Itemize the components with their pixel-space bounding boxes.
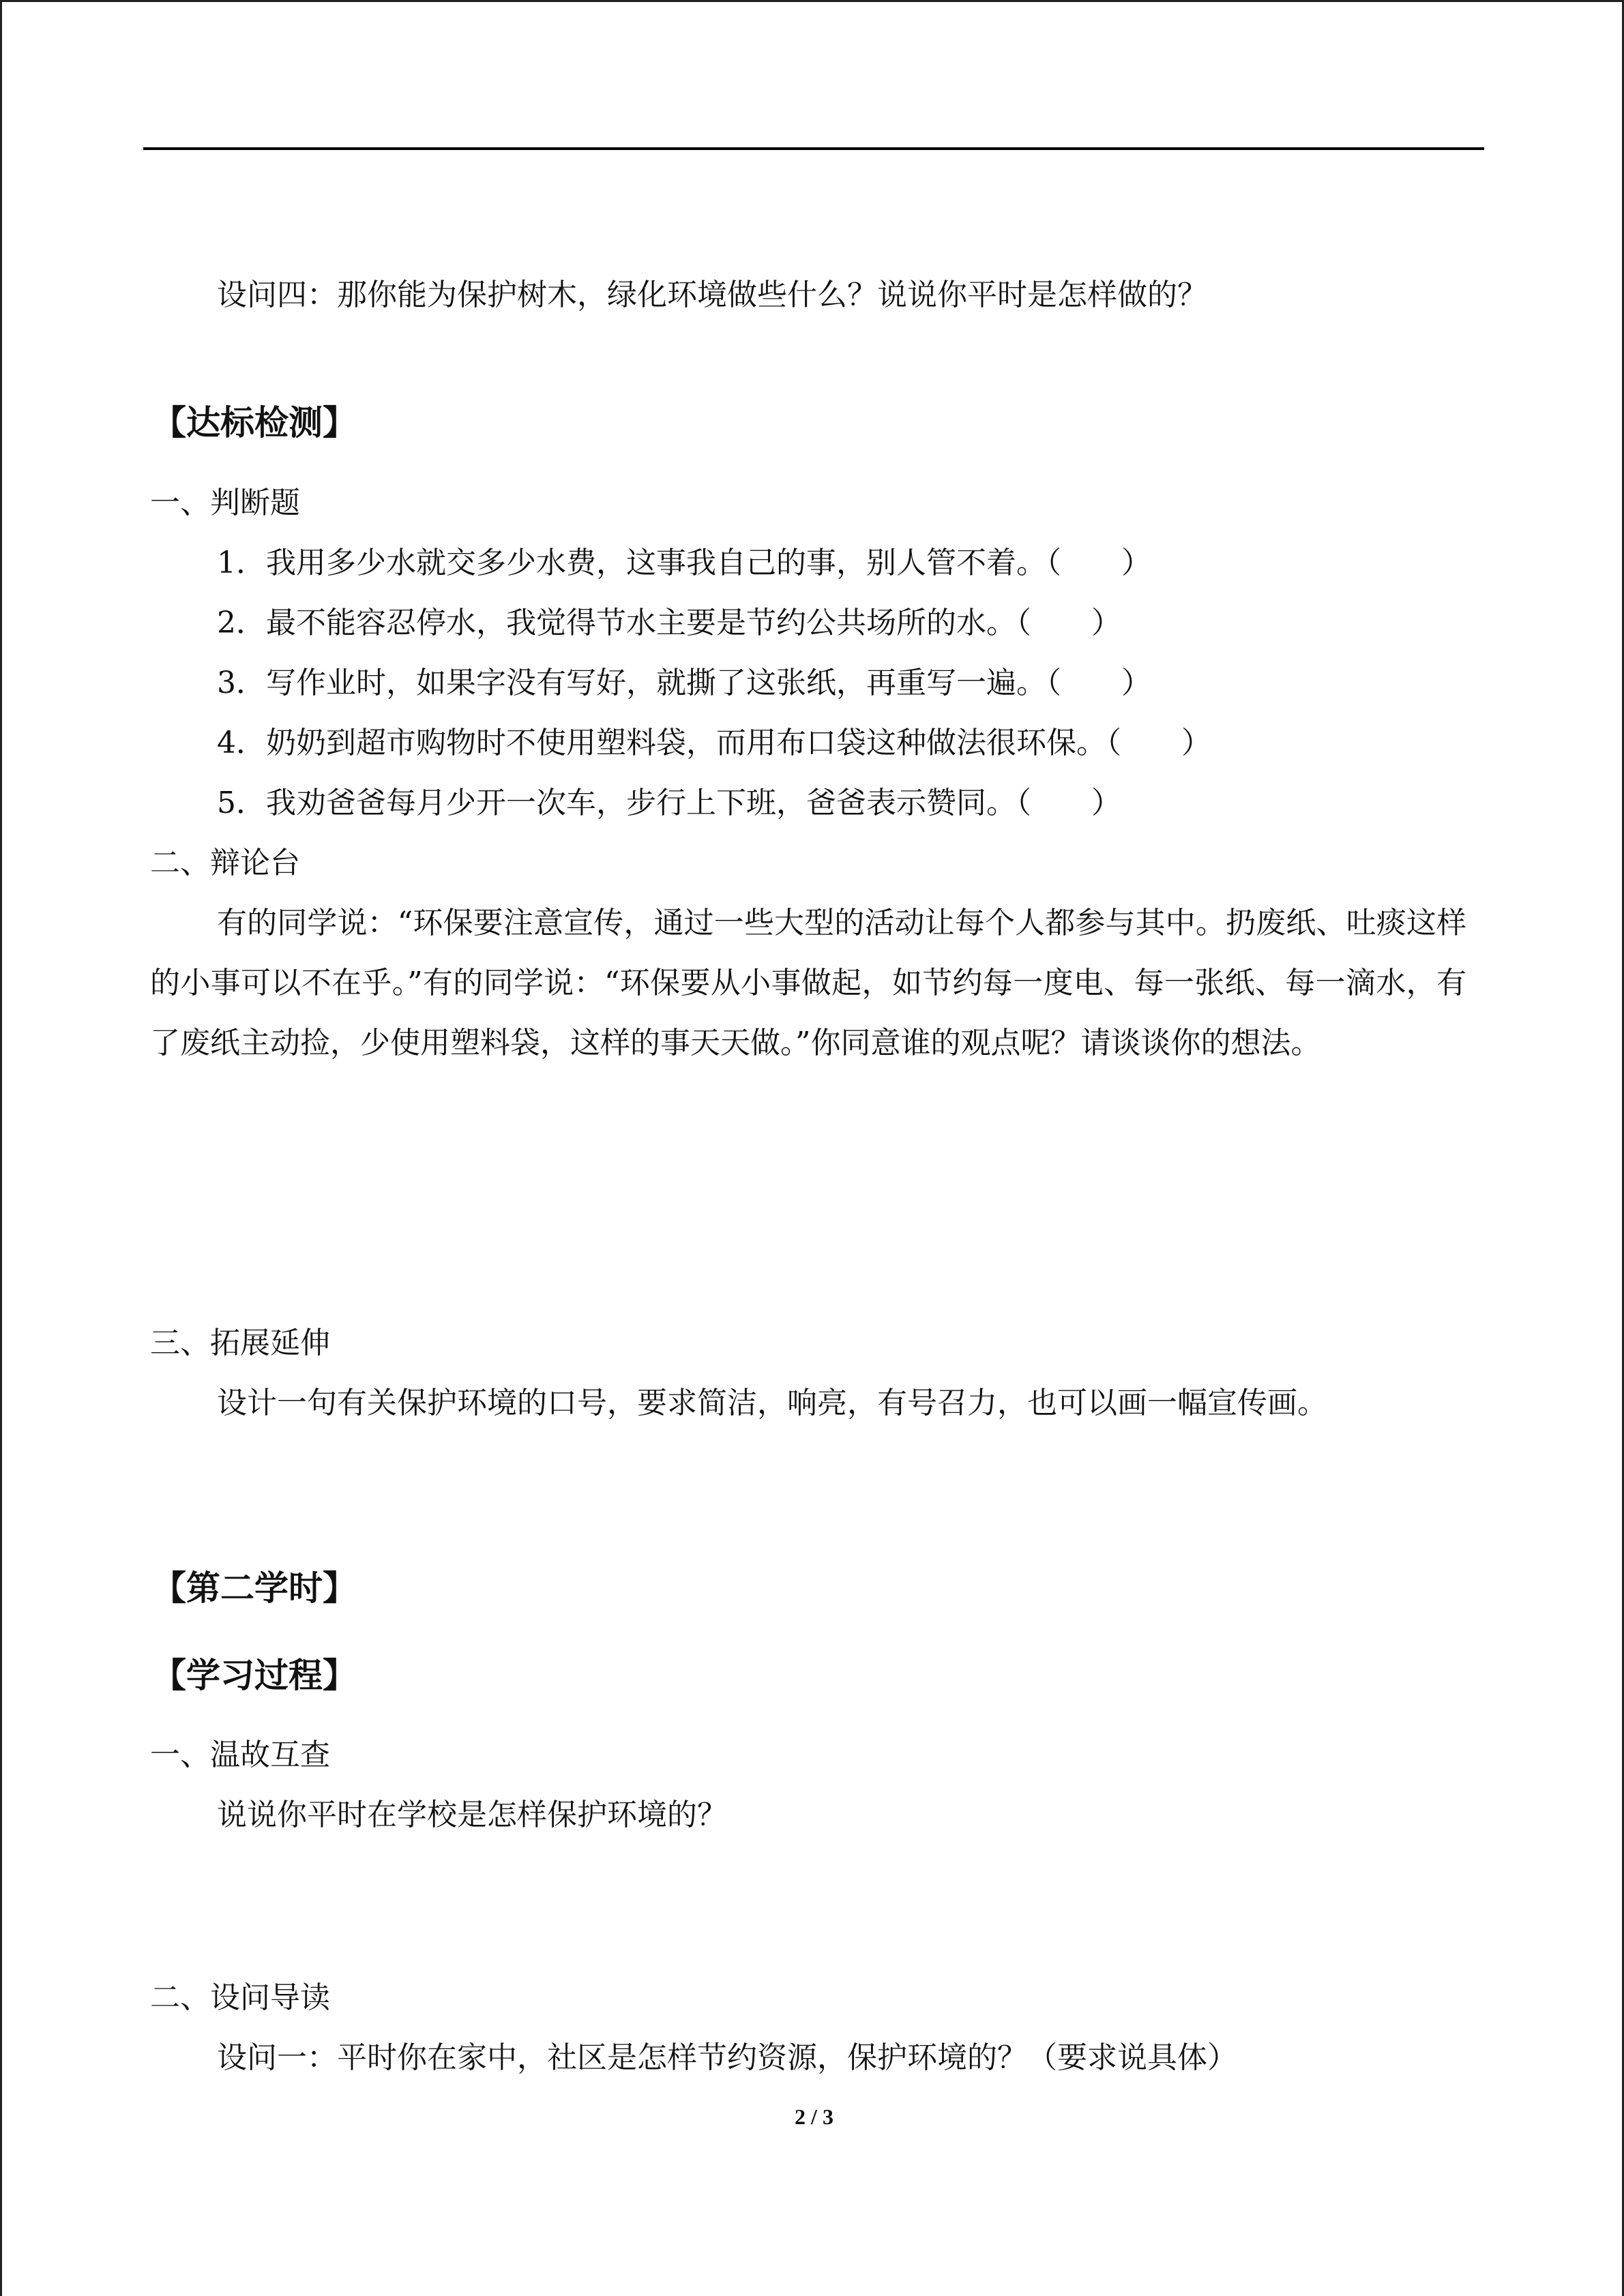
judgment-item-5: 5．我劝爸爸每月少开一次车，步行上下班，爸爸表示赞同。（ ） [217, 786, 1121, 820]
part3-text: 设计一句有关保护环境的口号，要求简洁，响亮，有号召力，也可以画一幅宣传画。 [217, 1386, 1327, 1420]
judgment-item-4: 4．奶奶到超市购物时不使用塑料袋，而用布口袋这种做法很环保。（ ） [217, 726, 1211, 760]
judgment-item-2: 2．最不能容忍停水，我觉得节水主要是节约公共场所的水。（ ） [217, 606, 1121, 640]
part2-title: 二、辩论台 [150, 846, 300, 880]
page-number: 2 / 3 [795, 2104, 833, 2129]
part1-title: 一、判断题 [150, 486, 300, 520]
heading-check: 【达标检测】 [152, 403, 357, 443]
header-rule [143, 147, 1484, 150]
guide-text: 设问一：平时你在家中，社区是怎样节约资源，保护环境的？（要求说具体） [217, 2040, 1237, 2075]
judgment-item-1: 1．我用多少水就交多少水费，这事我自己的事，别人管不着。（ ） [217, 546, 1151, 580]
part3-title: 三、拓展延伸 [150, 1326, 330, 1360]
guide-title: 二、设问导读 [150, 1980, 330, 2015]
review-title: 一、温故互查 [150, 1738, 330, 1772]
debate-paragraph: 有的同学说：“环保要注意宣传，通过一些大型的活动让每个人都参与其中。扔废纸、吐痰这样的小事可以不在乎。”有的同学说：“环保要从小事做起，如节约每一度电、每一张纸、每一滴水，有了废纸主动捡，少使用塑料袋，这样的事天天做。”你同意谁的观点呢？请谈谈你的想法。 [150, 906, 1466, 1060]
question-four: 设问四：那你能为保护树木，绿化环境做些什么？说说你平时是怎样做的？ [217, 278, 1207, 312]
heading-learning-process: 【学习过程】 [152, 1656, 357, 1695]
judgment-item-3: 3．写作业时，如果字没有写好，就撕了这张纸，再重写一遍。（ ） [217, 666, 1151, 700]
heading-second-period: 【第二学时】 [152, 1568, 357, 1608]
review-text: 说说你平时在学校是怎样保护环境的？ [217, 1798, 727, 1832]
